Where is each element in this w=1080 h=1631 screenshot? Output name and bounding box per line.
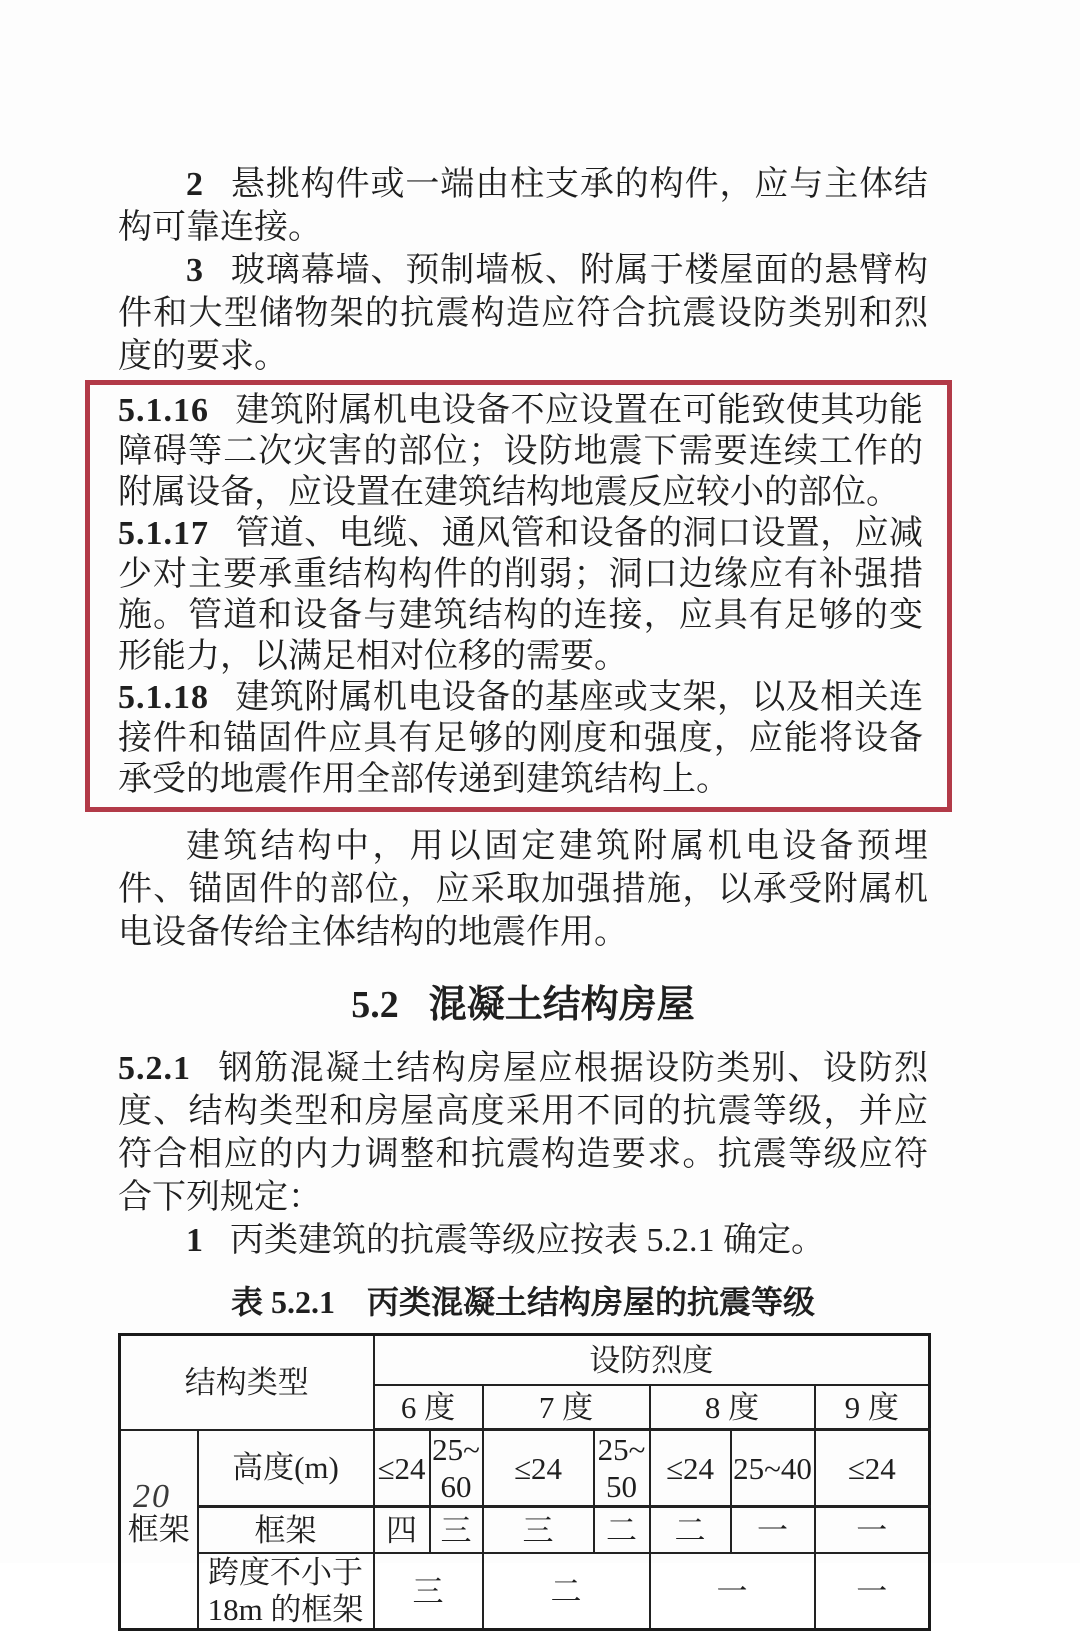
- clause-5-1-18-text: 建筑附属机电设备的基座或支架，以及相关连接件和锚固件应具有足够的刚度和强度，应能将设备承受的地震作用全部传递到建筑结构上。: [118, 679, 923, 798]
- height-cell-9: ≤24: [815, 1430, 930, 1507]
- paragraph-sub-item-1: [118, 1219, 928, 1262]
- frame-cell-7a: 三: [483, 1507, 594, 1554]
- height-cell-8a: ≤24: [650, 1430, 731, 1507]
- frame-cell-8a: 二: [650, 1507, 731, 1554]
- table-row-height-label: 高度(m): [198, 1430, 374, 1507]
- item-2-text: 悬挑构件或一端由柱支承的构件，应与主体结构可靠连接。: [118, 166, 928, 246]
- highlight-box: [85, 380, 952, 812]
- sub-item-1-number: 1: [186, 1222, 204, 1259]
- item-3-number: 3: [186, 252, 204, 289]
- clause-5-2-1-text: 钢筋混凝土结构房屋应根据设防类别、设防烈度、结构类型和房屋高度采用不同的抗震等级，并应符合相应的内力调整和抗震构造要求。抗震等级应符合下列规定：: [118, 1050, 928, 1216]
- paragraph-item-3: [118, 249, 928, 378]
- clause-5-1-17-text: 管道、电缆、通风管和设备的洞口设置，应减少对主要承重结构构件的削弱；洞口边缘应有补强措施。管道和设备与建筑结构的连接，应具有足够的变形能力，以满足相对位移的需要。: [118, 515, 923, 675]
- table-caption: 表 5.2.1 丙类混凝土结构房屋的抗震等级: [230, 1284, 815, 1320]
- table-header-intensity: 设防烈度: [374, 1335, 930, 1386]
- clause-5-1-18-number: 5.1.18: [118, 679, 209, 716]
- section-title: 混凝土结构房屋: [428, 984, 695, 1026]
- clause-5-1-16: [118, 390, 923, 513]
- clause-5-2-1: [118, 1047, 928, 1219]
- frame-cell-6b: 三: [430, 1507, 483, 1554]
- clause-5-1-16-text: 建筑附属机电设备不应设置在可能致使其功能障碍等二次灾害的部位；设防地震下需要连续工作的附属设备，应设置在建筑结构地震反应较小的部位。: [118, 392, 923, 511]
- span-cell-6: 三: [374, 1553, 483, 1630]
- table-header-degree-9: 9 度: [815, 1385, 930, 1430]
- frame-cell-9: 一: [815, 1507, 930, 1554]
- table-row-frame-label: 框架: [198, 1507, 374, 1554]
- height-cell-6b: 25~60: [430, 1430, 483, 1507]
- table-header-degree-7: 7 度: [483, 1385, 650, 1430]
- span-cell-7: 二: [483, 1553, 650, 1630]
- item-3-text: 玻璃幕墙、预制墙板、附属于楼屋面的悬臂构件和大型储物架的抗震构造应符合抗震设防类别和烈度的要求。: [118, 252, 928, 375]
- span-cell-9: 一: [815, 1553, 930, 1630]
- section-heading: [118, 980, 928, 1030]
- clause-5-1-17: [118, 513, 923, 677]
- table-category-frame: 框架: [120, 1430, 198, 1630]
- section-number: 5.2: [351, 984, 399, 1026]
- item-2-number: 2: [186, 166, 204, 203]
- clause-5-1-17-number: 5.1.17: [118, 515, 209, 552]
- height-cell-7a: ≤24: [483, 1430, 594, 1507]
- height-cell-7b: 25~50: [594, 1430, 650, 1507]
- height-cell-8b: 25~40: [731, 1430, 815, 1507]
- table-header-structure-type: 结构类型: [120, 1335, 374, 1430]
- frame-cell-6a: 四: [374, 1507, 430, 1554]
- table-header-degree-8: 8 度: [650, 1385, 815, 1430]
- frame-cell-7b: 二: [594, 1507, 650, 1554]
- sub-item-1-text: 丙类建筑的抗震等级应按表 5.2.1 确定。: [230, 1222, 825, 1259]
- paragraph-item-2: [118, 163, 928, 249]
- paragraph-follow: 建筑结构中，用以固定建筑附属机电设备预埋件、锚固件的部位，应采取加强措施，以承受附属机电设备传给主体结构的地震作用。: [118, 828, 928, 951]
- table-header-degree-6: 6 度: [374, 1385, 483, 1430]
- height-cell-6a: ≤24: [374, 1430, 430, 1507]
- page-number: 20: [133, 1478, 171, 1515]
- clause-5-1-16-number: 5.1.16: [118, 392, 209, 429]
- span-cell-8: 一: [650, 1553, 815, 1630]
- table-row-span-label: 跨度不小于 18m 的框架: [198, 1553, 374, 1630]
- clause-5-1-18: [118, 677, 923, 800]
- clause-5-2-1-number: 5.2.1: [118, 1050, 191, 1087]
- frame-cell-8b: 一: [731, 1507, 815, 1554]
- seismic-grade-table: [118, 1333, 931, 1631]
